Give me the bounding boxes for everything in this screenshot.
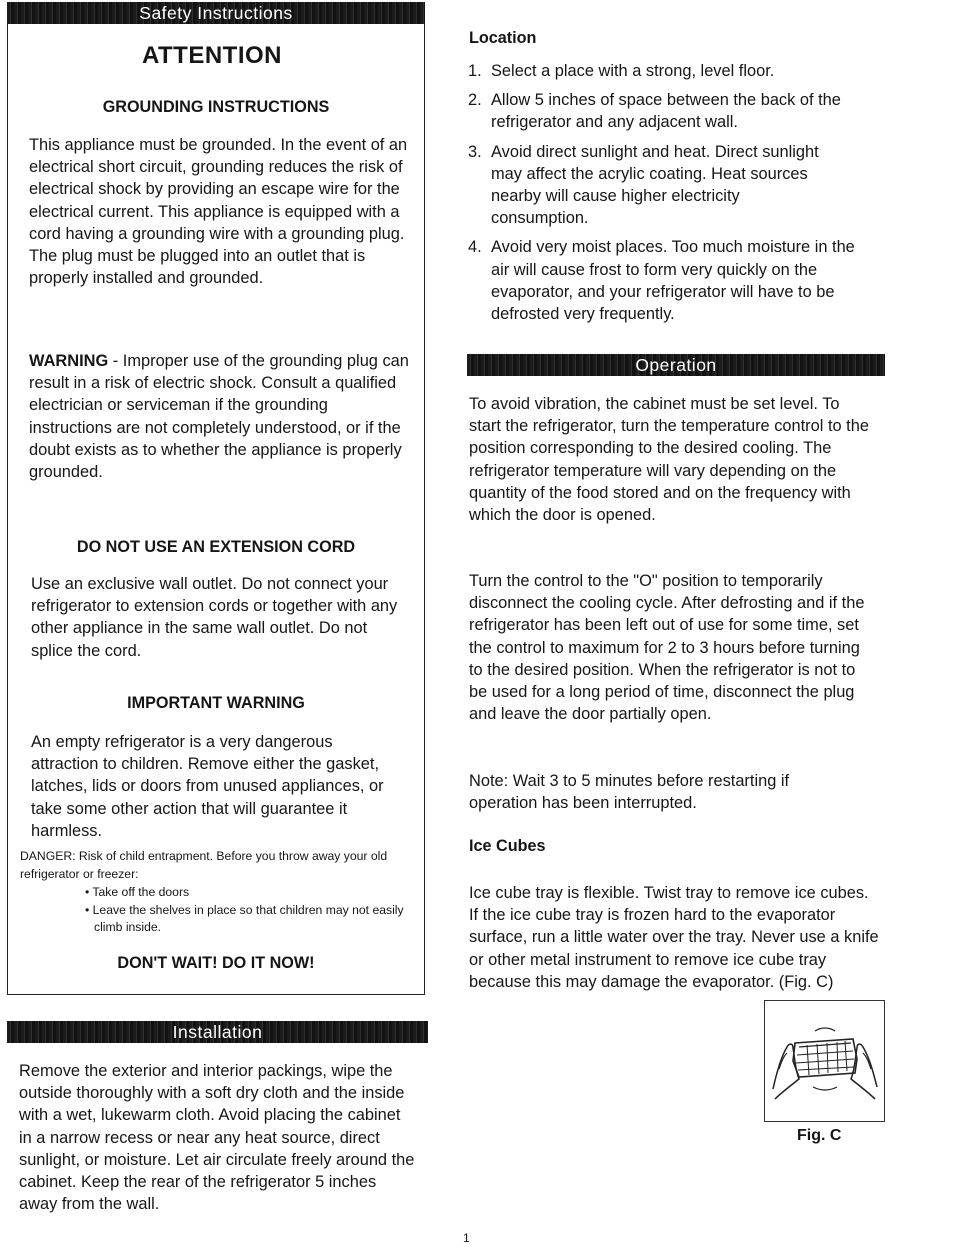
warning-label: WARNING [29, 352, 109, 370]
dont-wait-line: DON'T WAIT! DO IT NOW! [117, 954, 315, 972]
location-heading: Location [469, 29, 537, 47]
fig-c-box [764, 1000, 885, 1122]
location-item [468, 236, 868, 325]
extension-cord-paragraph: Use an exclusive wall outlet. Do not connect your refrigerator to extension cords or together with any other appliance in the same wall outlet. Do not splice the cord. [31, 575, 398, 660]
page-number: 1 [463, 1231, 470, 1245]
location-item-text: Select a place with a strong, level floor. [491, 62, 775, 80]
important-warning-heading: IMPORTANT WARNING [127, 694, 305, 712]
fig-c-caption: Fig. C [797, 1127, 842, 1144]
location-item [468, 89, 868, 133]
location-item [468, 141, 868, 230]
location-item-number: 1. [468, 62, 482, 80]
ice-cubes-paragraph: Ice cube tray is flexible. Twist tray to remove ice cubes. If the ice cube tray is frozen hard to the evaporator surface, run a little water over the tray. Never use a knife or other metal instrument to remove ice cube tray because this may damage the evaporator. (Fig. C) [469, 884, 879, 991]
location-item-text: Avoid very moist places. Too much moisture in the air will cause frost to form very quickly on the evaporator, and your refrigerator will have to be defrosted very frequently. [491, 238, 855, 324]
grounding-warning-paragraph [29, 350, 412, 483]
operation-paragraph-2: Turn the control to the "O" position to temporarily disconnect the cooling cycle. After defrosting and if the refrigerator has been left out of use for some time, set the control to maximum for 2 to 3 hours before turning to the desired position. When the refrigerator is not to be used for a long period of time, disconnect the plug and leave the door partially open. [469, 572, 865, 724]
ice-cubes-heading: Ice Cubes [469, 837, 546, 855]
location-item [468, 60, 868, 82]
attention-title: ATTENTION [141, 42, 283, 69]
location-item-number: 2. [468, 91, 482, 110]
important-warning-paragraph: An empty refrigerator is a very dangerous attraction to children. Remove either the gasket, latches, lids or doors from unused appliances, or take some other action that will guarantee it harmless. [31, 733, 384, 840]
location-item-number: 4. [468, 238, 482, 257]
installation-paragraph: Remove the exterior and interior packings, wipe the outside thoroughly with a soft dry cloth and the inside with a wet, lukewarm cloth. Avoid placing the cabinet in a narrow recess or near any heat source, direct sunlight, or moisture. Let air circulate freely around the cabinet. Keep the rear of the refrigerator 5 inches away from the wall. [19, 1062, 415, 1214]
danger-bullet: • Leave the shelves in place so that children may not easily climb inside. [85, 902, 404, 934]
grounding-heading: GROUNDING INSTRUCTIONS [102, 98, 330, 116]
operation-paragraph-1: To avoid vibration, the cabinet must be set level. To start the refrigerator, turn the temperature control to the position corresponding to the desired cooling. The refrigerator temperature will vary depending on the quantity of the food stored and on the frequency with which the door is opened. [469, 395, 869, 525]
grounding-paragraph: This appliance must be grounded. In the event of an electrical short circuit, grounding reduces the risk of electrical shock by providing an escape wire for the electrical current. This appliance is equipped with a cord having a grounding wire with a grounding plug. The plug must be plugged into an outlet that is properly installed and grounded. [29, 136, 408, 288]
warning-text: - Improper use of the grounding plug can result in a risk of electric shock. Consult a qualified electrician or serviceman if the grounding instructions are not completely understood, or if the doubt exists as to whether the appliance is properly grounded. [29, 352, 409, 482]
danger-bullet: • Take off the doors [85, 885, 190, 899]
safety-instructions-header: Safety Instructions [7, 2, 425, 24]
danger-note: DANGER: Risk of child entrapment. Before you throw away your old refrigerator or freezer: [20, 849, 388, 881]
operation-note: Note: Wait 3 to 5 minutes before restarting if operation has been interrupted. [469, 772, 790, 813]
danger-bullet-list [80, 884, 420, 937]
extension-cord-heading: DO NOT USE AN EXTENSION CORD [76, 538, 356, 556]
ice-tray-hands-illustration [765, 1001, 883, 1121]
operation-header: Operation [467, 354, 885, 376]
installation-header: Installation [7, 1021, 428, 1043]
location-item-text: Allow 5 inches of space between the back of the refrigerator and any adjacent wall. [491, 91, 841, 132]
location-item-number: 3. [468, 142, 482, 161]
location-list [468, 60, 868, 325]
location-item-text: Avoid direct sunlight and heat. Direct sunlight may affect the acrylic coating. Heat sources nearby will cause higher electricity consumption. [491, 142, 819, 228]
